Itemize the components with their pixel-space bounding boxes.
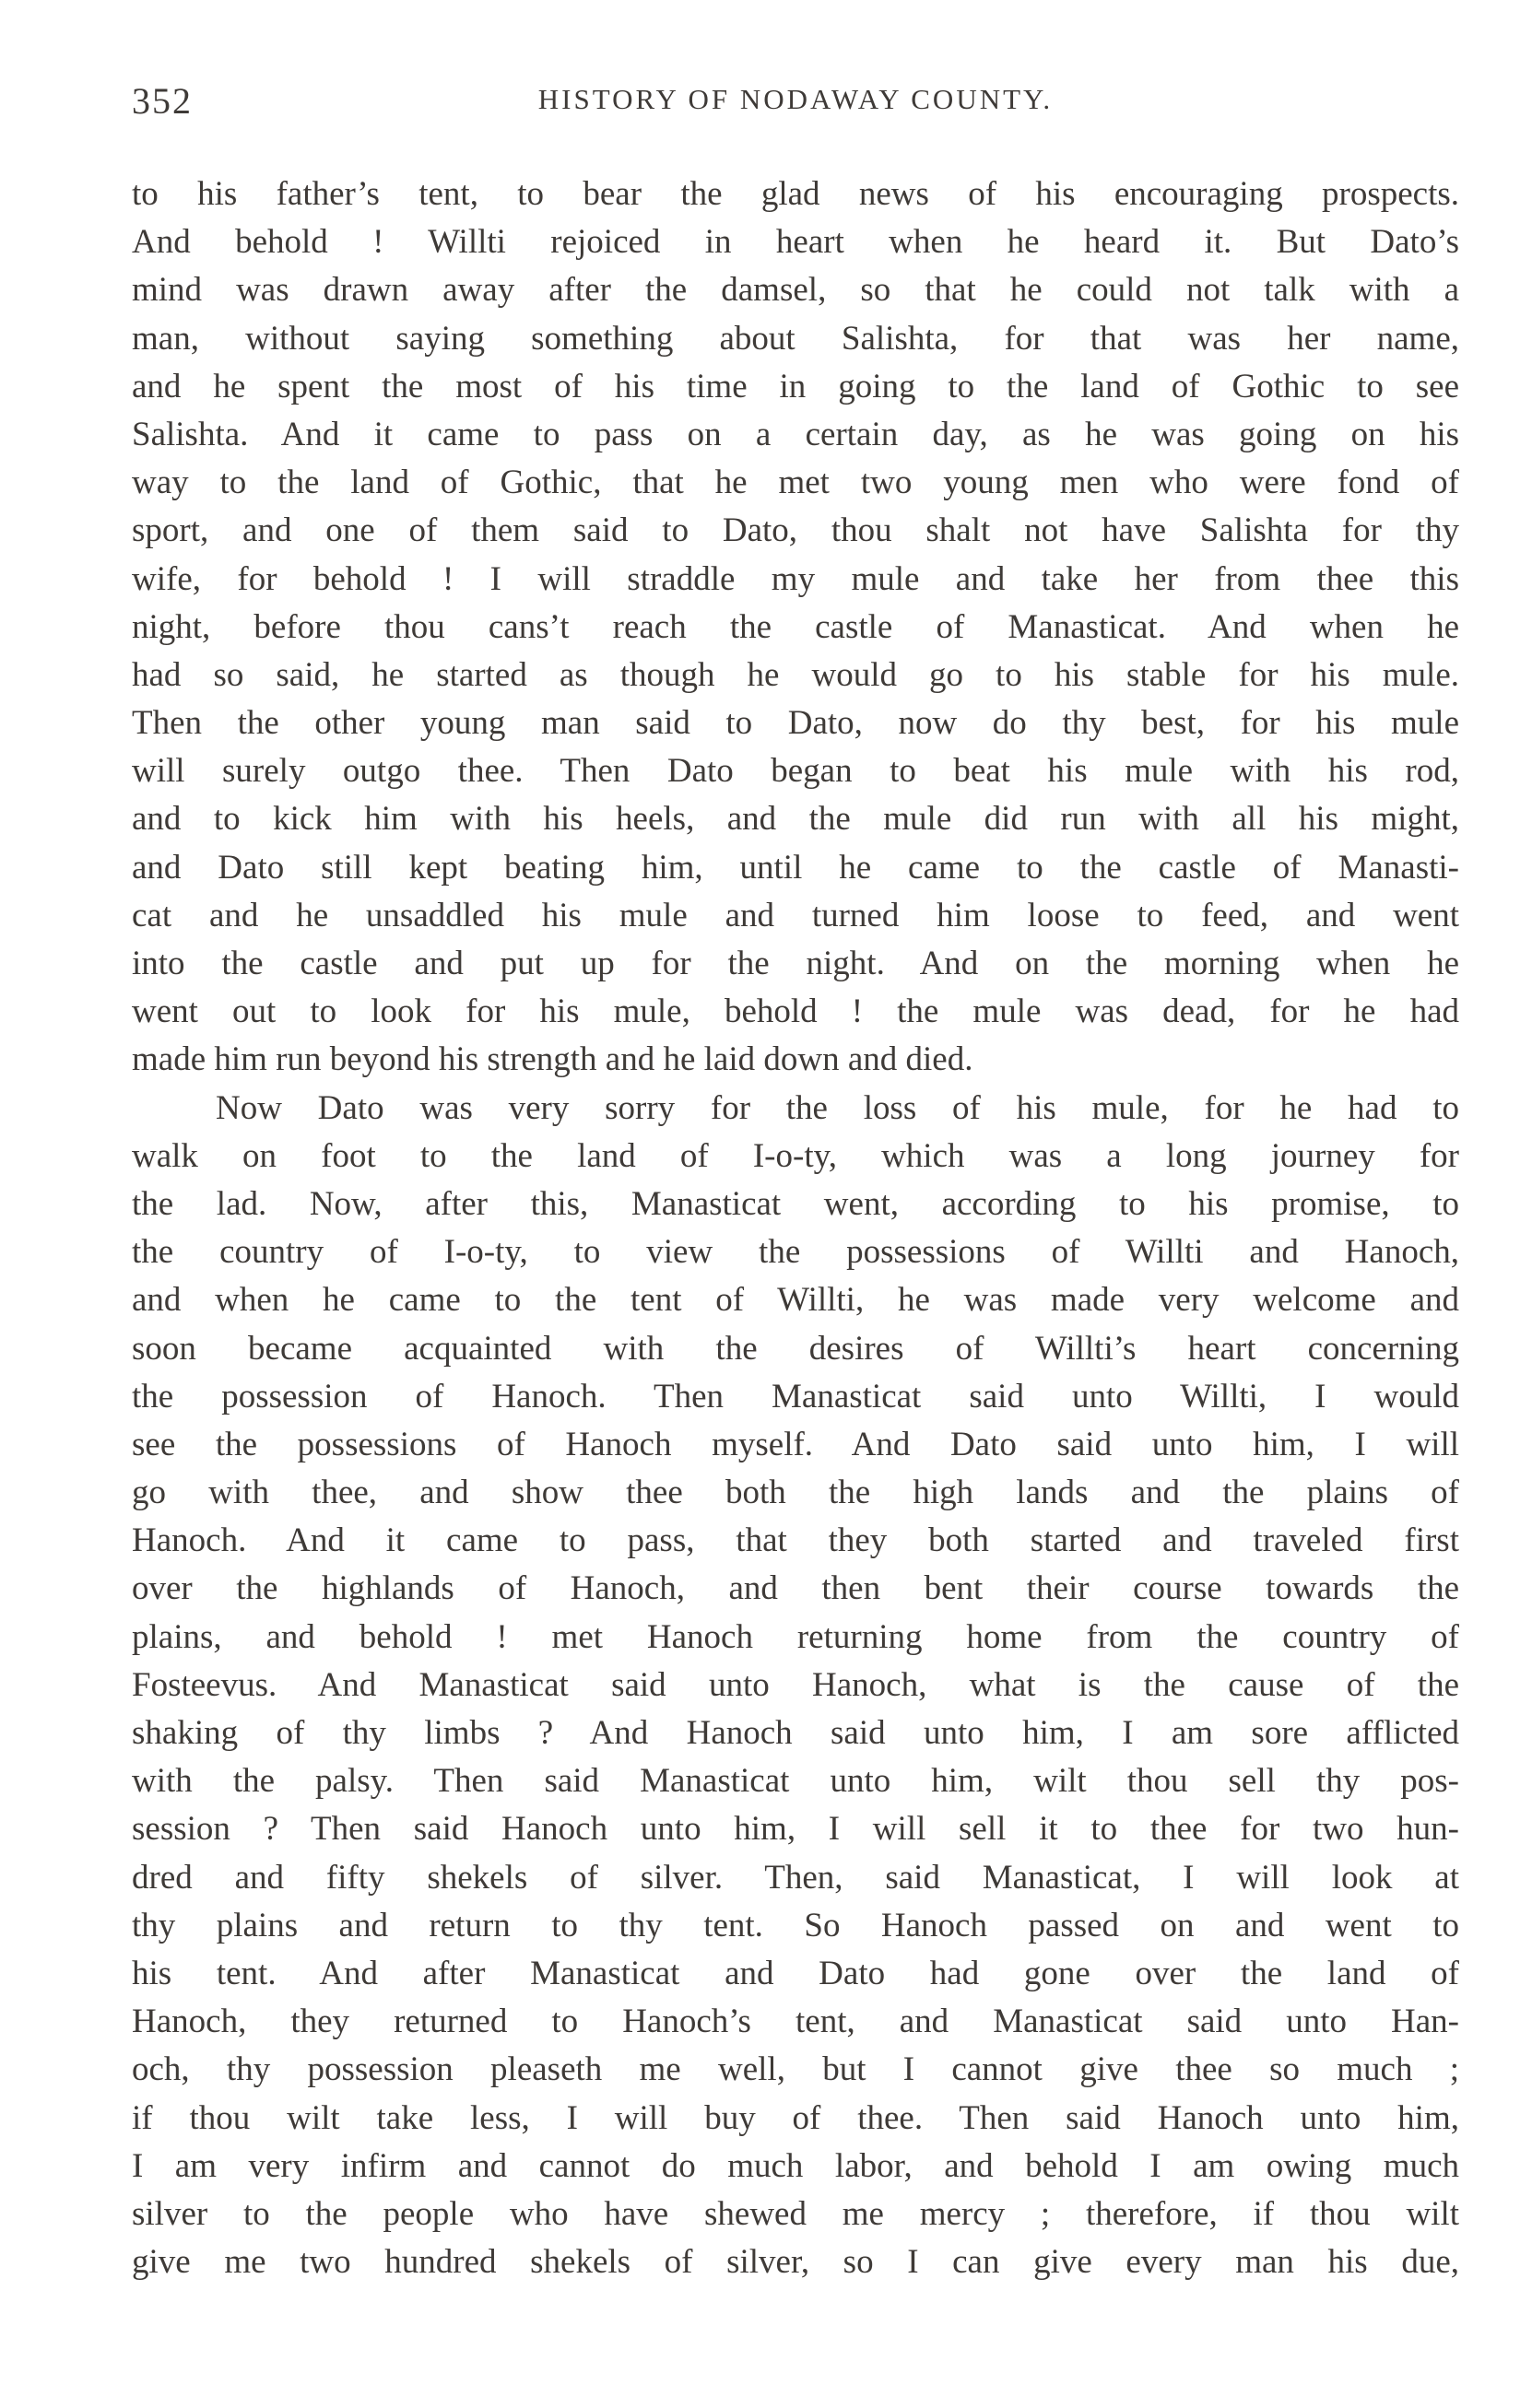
page-number: 352 [132, 80, 193, 122]
text-line: Fosteevus. And Manasticat said unto Hanoch, what is the cause of the [132, 1665, 1459, 1704]
text-line: Then the other young man said to Dato, now do thy best, for his mule [132, 704, 1459, 743]
text-line: plains, and behold ! met Hanoch returning home from the country of [132, 1617, 1459, 1656]
text-line: I am very infirm and cannot do much labor, and behold I am owing much [132, 2146, 1459, 2185]
page-header [132, 79, 1459, 135]
text-line: dred and fifty shekels of silver. Then, said Manasticat, I will look at [132, 1858, 1459, 1897]
text-line: the lad. Now, after this, Manasticat went, according to his promise, to [132, 1184, 1459, 1223]
text-line: made him run beyond his strength and he laid down and died. [132, 1040, 973, 1079]
text-line: wife, for behold ! I will straddle my mule and take her from thee this [132, 559, 1459, 598]
text-line: and he spent the most of his time in going to the land of Gothic to see [132, 367, 1459, 405]
text-line: with the palsy. Then said Manasticat unto him, wilt thou sell thy pos- [132, 1762, 1459, 1801]
text-line: see the possessions of Hanoch myself. And Dato said unto him, I will [132, 1425, 1459, 1463]
text-line: shaking of thy limbs ? And Hanoch said unto him, I am sore afflicted [132, 1714, 1459, 1752]
text-line: and when he came to the tent of Willti, he was made very welcome and [132, 1281, 1459, 1320]
text-line: go with thee, and show thee both the high lands and the plains of [132, 1474, 1459, 1512]
text-line: Now Dato was very sorry for the loss of his mule, for he had to [216, 1088, 1459, 1127]
text-line: the possession of Hanoch. Then Manasticat said unto Willti, I would [132, 1377, 1459, 1415]
text-line: Hanoch, they returned to Hanoch’s tent, and Manasticat said unto Han- [132, 2003, 1459, 2041]
running-head: HISTORY OF NODAWAY COUNTY. [537, 83, 1054, 115]
text-line: and Dato still kept beating him, until he came to the castle of Manasti- [132, 848, 1459, 887]
text-line: mind was drawn away after the damsel, so that he could not talk with a [132, 271, 1459, 310]
text-line: into the castle and put up for the night. And on the morning when he [132, 945, 1459, 982]
text-line: and to kick him with his heels, and the mule did run with all his might, [132, 800, 1459, 839]
text-line: And behold ! Willti rejoiced in heart when he heard it. But Dato’s [132, 223, 1459, 262]
text-line: to his father’s tent, to bear the glad news of his encouraging prospects. [132, 175, 1459, 213]
text-line: give me two hundred shekels of silver, so I can give every man his due, [132, 2243, 1459, 2282]
text-line: if thou wilt take less, I will buy of thee. Then said Hanoch unto him, [132, 2098, 1459, 2137]
text-line: will surely outgo thee. Then Dato began to beat his mule with his rod, [132, 752, 1459, 791]
text-line: his tent. And after Manasticat and Dato had gone over the land of [132, 1954, 1459, 1992]
text-line: sport, and one of them said to Dato, thou shalt not have Salishta for thy [132, 511, 1459, 550]
text-line: och, thy possession pleaseth me well, but I cannot give thee so much ; [132, 2050, 1459, 2089]
text-line: thy plains and return to thy tent. So Hanoch passed on and went to [132, 1906, 1459, 1944]
text-line: soon became acquainted with the desires of Willti’s heart concerning [132, 1329, 1459, 1368]
text-line: session ? Then said Hanoch unto him, I will sell it to thee for two hun- [132, 1810, 1459, 1849]
text-line: man, without saying something about Salishta, for that was her name, [132, 319, 1459, 358]
text-line: Salishta. And it came to pass on a certain day, as he was going on his [132, 415, 1459, 453]
text-line: over the highlands of Hanoch, and then bent their course towards the [132, 1569, 1459, 1608]
text-line: went out to look for his mule, behold ! the mule was dead, for he had [132, 993, 1459, 1031]
text-line: way to the land of Gothic, that he met two young men who were fond of [132, 464, 1459, 502]
text-line: silver to the people who have shewed me mercy ; therefore, if thou wilt [132, 2194, 1459, 2233]
text-line: cat and he unsaddled his mule and turned him loose to feed, and went [132, 896, 1459, 934]
text-line: Hanoch. And it came to pass, that they both started and traveled first [132, 1521, 1459, 1560]
body-text [132, 170, 1459, 2286]
text-line: night, before thou cans’t reach the castle of Manasticat. And when he [132, 607, 1459, 646]
text-line: the country of I-o-ty, to view the possessions of Willti and Hanoch, [132, 1233, 1459, 1272]
text-line: walk on foot to the land of I-o-ty, which was a long journey for [132, 1136, 1459, 1175]
text-line: had so said, he started as though he would go to his stable for his mule. [132, 655, 1459, 694]
